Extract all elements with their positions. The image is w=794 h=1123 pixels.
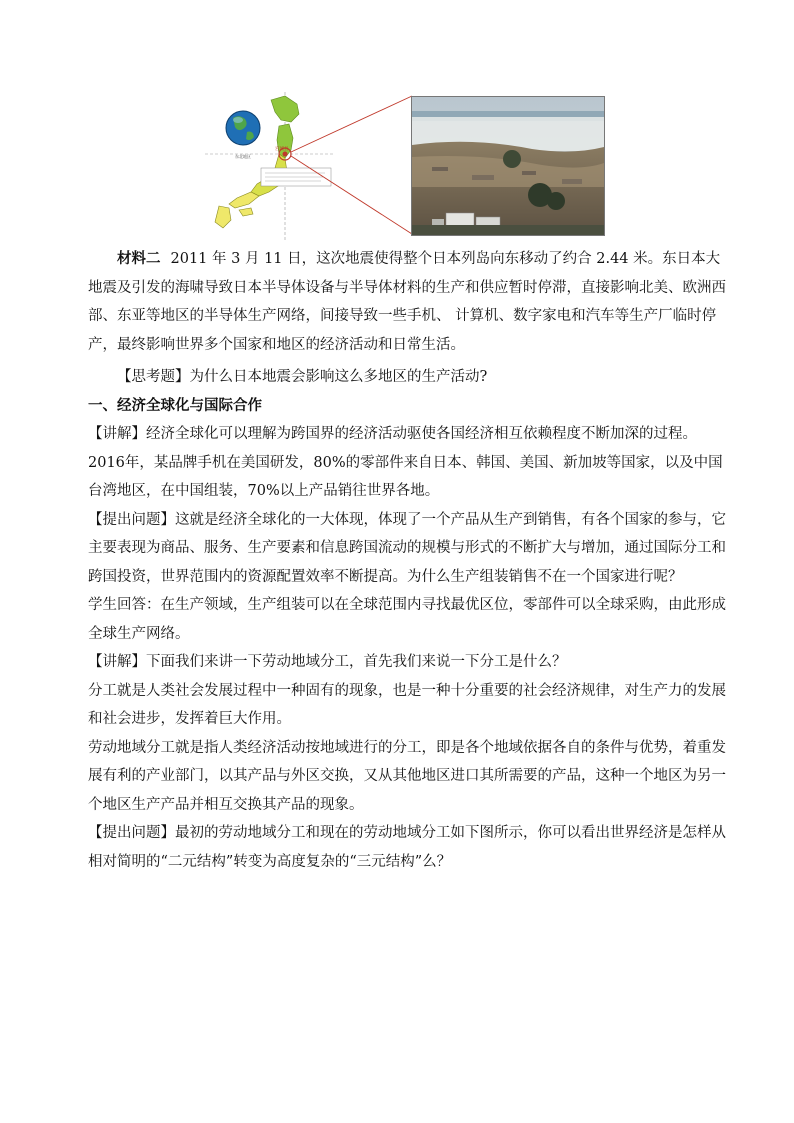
lecture-1-text: 经济全球化可以理解为跨国界的经济活动驱使各国经济相互依赖程度不断加深的过程。2016年，某品牌手机在美国研发，80%的零部件来自日本、韩国、美国、新加坡等国家，以及中国台湾地区，在中国组装，70%以上产品销往世界各地。 [88, 426, 723, 499]
lecture-2-label: 【讲解】 [88, 654, 146, 670]
material-2-text: 2011 年 3 月 11 日，这次地震使得整个日本列岛向东移动了约合 2.44 米。东日本大地震及引发的海啸导致日本半导体设备与半导体材料的生产和供应暂时停滞，直接影响北美、欧洲西部、东亚等地区的半导体生产网络，间接导致一些手机、 计算机、数字家电和汽车等生产厂临时停产，最终影响世界多个国家和地区的经济活动和日常生活。 [88, 251, 726, 353]
think-label: 【思考题】 [117, 369, 190, 385]
tsunami-photo [411, 96, 605, 236]
material-2-label: 材料二 [117, 250, 161, 267]
map-label-station: 宫城县 [275, 147, 289, 152]
map-label-area: 东北地区 [235, 154, 251, 159]
think-text: 为什么日本地震会影响这么多地区的生产活动? [189, 369, 488, 385]
figure-japan-earthquake [205, 92, 609, 240]
question-1-text: 这就是经济全球化的一大体现，体现了一个产品从生产到销售，有各个国家的参与，它主要表现为商品、服务、生产要素和信息跨国流动的规模与形式的不断扩大与增加，通过国际分工和跨国投资，世界范围内的资源配置效率不断提高。为什么生产组装销售不在一个国家进行呢？ [88, 511, 726, 585]
question-1-label: 【提出问题】 [88, 511, 175, 528]
division-definition: 分工就是人类社会发展过程中一种固有的现象，也是一种十分重要的社会经济规律，对生产力的发展和社会进步，发挥着巨大作用。 [88, 682, 726, 727]
student-answer: 学生回答：在生产领域，生产组装可以在全球范围内寻找最优区位，零部件可以全球采购，由此形成全球生产网络。 [88, 597, 726, 642]
globe-icon [226, 111, 260, 145]
question-2-label: 【提出问题】 [88, 825, 175, 841]
question-2-paragraph [88, 819, 728, 876]
labor-division-definition: 劳动地域分工就是指人类经济活动按地域进行的分工，即是各个地域依据各自的条件与优势，着重发展有利的产业部门，以其产品与外区交换，又从其他地区进口其所需要的产品，这种一个地区为另一个地区生产产品并相互交换其产品的现象。 [88, 739, 726, 813]
question-2-text: 最初的劳动地域分工和现在的劳动地域分工如下图所示，你可以看出世界经济是怎样从相对简明的“二元结构”转变为高度复杂的“三元结构”么？ [88, 825, 726, 870]
lecture-1-paragraph [88, 420, 728, 506]
lecture-1-label: 【讲解】 [88, 426, 146, 442]
section-1-title: 一、经济全球化与国际合作 [88, 396, 262, 414]
lecture-2-paragraph [88, 648, 728, 677]
think-question [88, 363, 728, 392]
material-2-paragraph [88, 245, 728, 359]
lecture-2-text: 下面我们来讲一下劳动地域分工，首先我们来说一下分工是什么？ [146, 654, 567, 670]
main-text [88, 245, 728, 876]
question-1-paragraph [88, 506, 728, 592]
